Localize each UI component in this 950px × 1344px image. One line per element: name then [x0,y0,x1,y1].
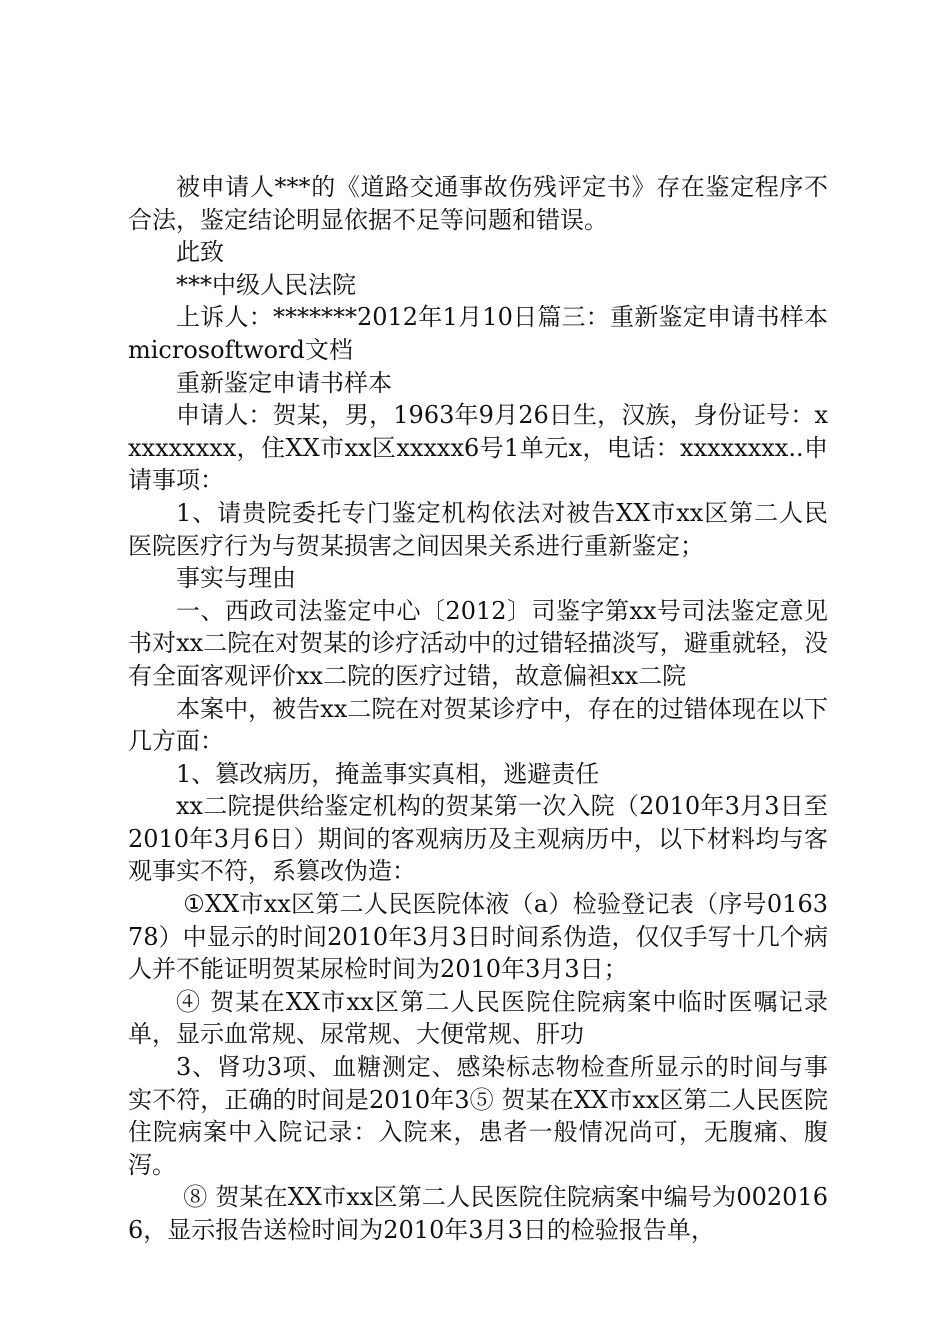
paragraph-case-intro: 本案中，被告xx二院在对贺某诊疗中，存在的过错体现在以下几方面： [128,694,828,756]
paragraph-item-circle-1: ①XX市xx区第二人民医院体液（a）检验登记表（序号016378）中显示的时间2010年3月3日时间系伪造，仅仅手写十几个病人并不能证明贺某尿检时间为2010年3月3日； [128,890,828,984]
paragraph-item-kidney-function: 3、肾功3项、血糖测定、感染标志物检查所显示的时间与事实不符，正确的时间是2010年3⑤ 贺某在XX市xx区第二人民医院住院病案中入院记录：入院来，患者一般情况尚可，无腹痛、腹泻。 [128,1053,828,1179]
paragraph-records-statement: xx二院提供给鉴定机构的贺某第一次入院（2010年3月3日至2010年3月6日）期间的客观病历及主观病历中，以下材料均与客观事实不符，系篡改伪造： [128,792,828,886]
paragraph-salutation: 此致 [176,238,224,267]
paragraph-section-title: 重新鉴定申请书样本 [176,368,392,397]
paragraph-court-name: ***中级人民法院 [176,270,356,299]
paragraph-applicant-info: 申请人：贺某，男，1963年9月26日生，汉族，身份证号：xxxxxxxxx，住XX市xx区xxxxx6号1单元x，电话：xxxxxxxx..申请事项： [128,401,828,495]
paragraph-appellant-signature: 上诉人：*******2012年1月10日篇三：重新鉴定申请书样本microsoftword文档 [128,303,828,364]
paragraph-request-item-1: 1、请贵院委托专门鉴定机构依法对被告XX市xx区第二人民医院医疗行为与贺某损害之间因果关系进行重新鉴定； [128,498,828,560]
paragraph-fault-1: 1、篡改病历，掩盖事实真相，逃避责任 [176,759,600,788]
paragraph-reason-1: 一、西政司法鉴定中心〔2012〕司鉴字第xx号司法鉴定意见书对xx二院在对贺某的诊疗活动中的过错轻描淡写，避重就轻，没有全面客观评价xx二院的医疗过错，故意偏袒xx二院 [128,596,828,690]
document-body [128,171,828,1247]
paragraph-item-circle-4: ④ 贺某在XX市xx区第二人民医院住院病案中临时医嘱记录单，显示血常规、尿常规、大便常规、肝功 [128,987,828,1049]
paragraph-facts-heading: 事实与理由 [176,564,296,593]
paragraph-appellee-issue: 被申请人***的《道路交通事故伤残评定书》存在鉴定程序不合法，鉴定结论明显依据不足等问题和错误。 [128,173,828,234]
paragraph-item-circle-8: ⑧ 贺某在XX市xx区第二人民医院住院病案中编号为0020166，显示报告送检时间为2010年3月3日的检验报告单， [128,1183,828,1244]
